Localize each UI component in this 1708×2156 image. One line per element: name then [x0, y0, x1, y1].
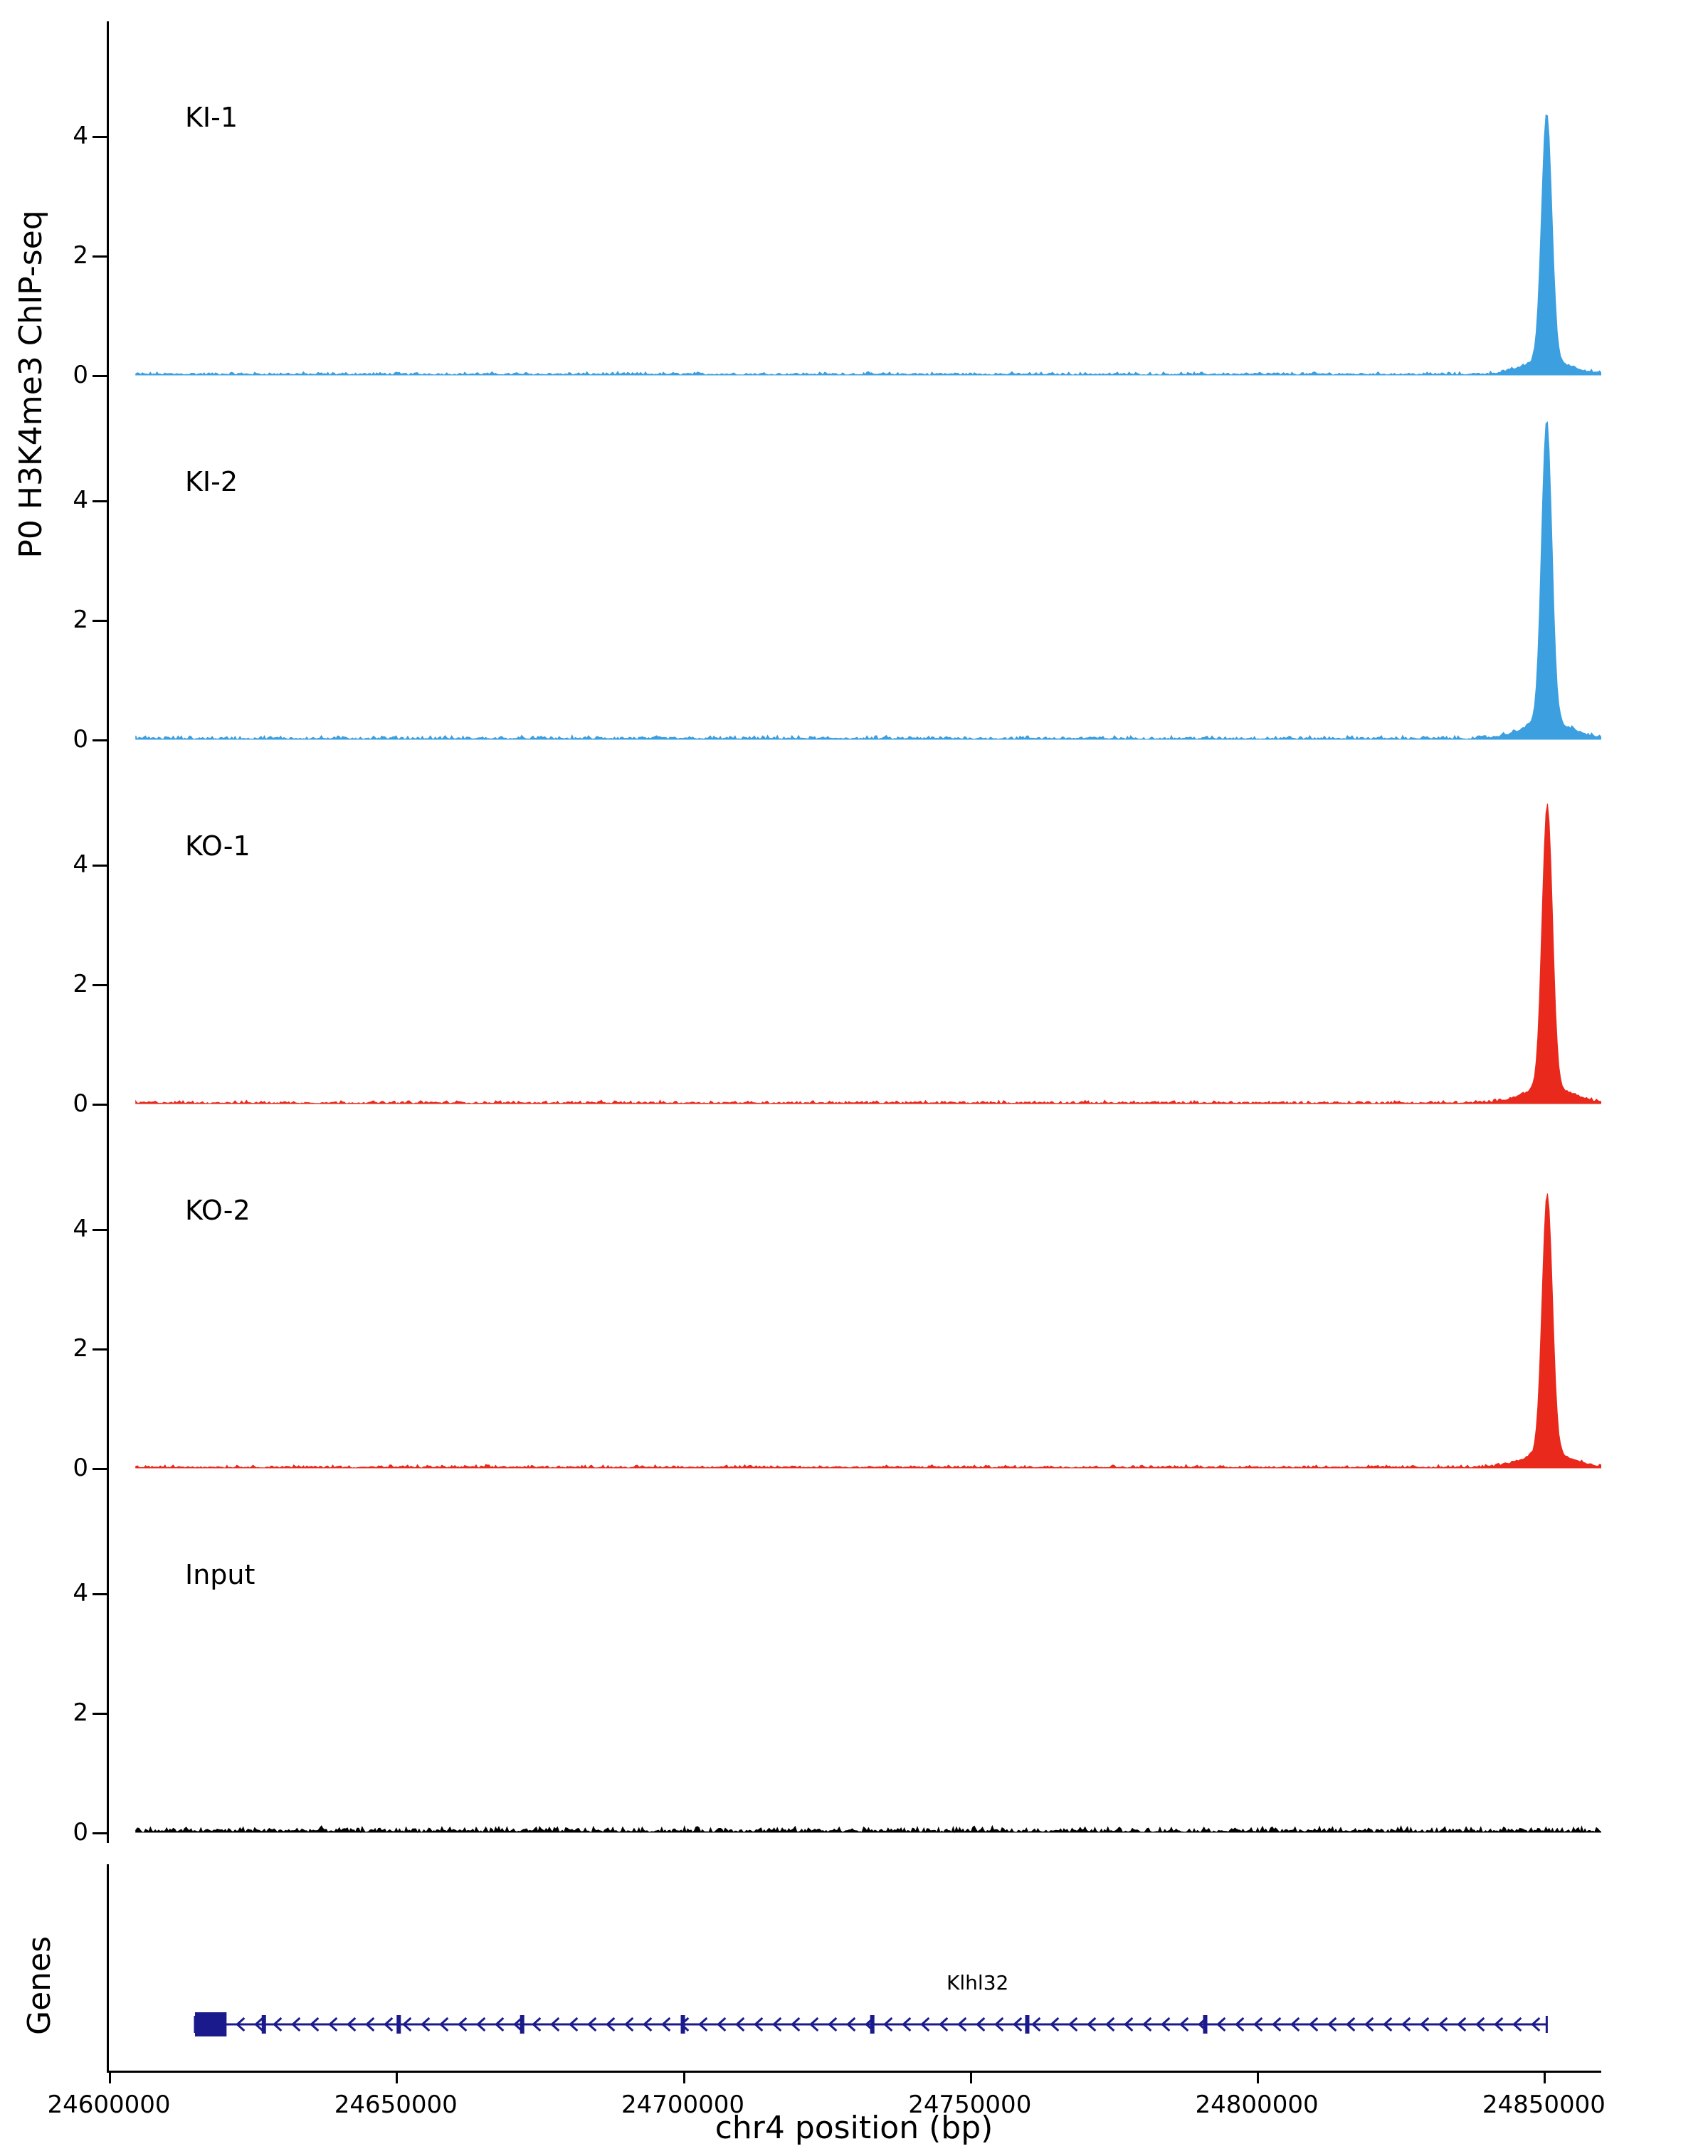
y-tick-label: 0: [73, 1454, 88, 1482]
y-tick-label: 0: [73, 1818, 88, 1846]
track-plot-area: [109, 386, 1601, 750]
x-tick-label: 24600000: [47, 2091, 171, 2119]
y-tick-label: 4: [73, 121, 88, 150]
y-tick-label: 2: [73, 1333, 88, 1363]
y-tick-label: 0: [73, 1089, 88, 1118]
y-tick: [93, 1229, 107, 1231]
y-tick-label: 2: [73, 605, 88, 634]
x-tick-label: 24750000: [908, 2091, 1032, 2119]
track-plot-area: [109, 1479, 1601, 1843]
y-tick-label: 2: [73, 1698, 88, 1727]
y-tick-label: 2: [73, 969, 88, 998]
x-tick-label: 24800000: [1195, 2091, 1319, 2119]
track-name-ki-2: KI-2: [185, 465, 238, 497]
y-tick-label: 4: [73, 850, 88, 879]
y-tick: [93, 1593, 107, 1595]
y-tick: [93, 1468, 107, 1470]
track-plot-area: [109, 21, 1601, 386]
y-axis-label: P0 H3K4me3 ChIP-seq: [13, 210, 49, 559]
track-name-input: Input: [185, 1558, 255, 1590]
signal-graphic-ko-1: [109, 750, 1601, 1114]
x-tick: [1544, 2071, 1546, 2083]
y-tick-label: 4: [73, 1214, 88, 1243]
x-axis-label: chr4 position (bp): [715, 2110, 993, 2146]
track-name-ko-2: KO-2: [185, 1194, 251, 1226]
y-tick: [93, 1104, 107, 1106]
track-plot-area: [109, 1114, 1601, 1479]
y-tick-label: 4: [73, 1578, 88, 1607]
x-tick: [396, 2071, 398, 2083]
x-tick: [683, 2071, 685, 2083]
y-tick-label: 2: [73, 241, 88, 270]
track-panel: [73, 1479, 1601, 1846]
signal-graphic-ko-2: [109, 1114, 1601, 1479]
y-tick: [93, 375, 107, 377]
gene-track-panel: [107, 1864, 1601, 2071]
track-panel: [73, 750, 1601, 1118]
y-tick: [93, 255, 107, 258]
y-tick-label: 4: [73, 485, 88, 514]
track-panel: [73, 1114, 1601, 1482]
y-tick: [93, 1713, 107, 1715]
x-axis-line: [107, 2071, 1601, 2073]
gene-label: Klhl32: [947, 1971, 1009, 1994]
y-tick-label: 0: [73, 725, 88, 754]
y-tick: [93, 984, 107, 986]
x-tick-label: 24850000: [1482, 2091, 1606, 2119]
x-tick-label: 24650000: [334, 2091, 458, 2119]
signal-graphic-ki-2: [109, 386, 1601, 750]
track-name-ki-1: KI-1: [185, 101, 238, 133]
signal-graphic-ki-1: [109, 21, 1601, 386]
genes-track-label: Genes: [21, 1935, 58, 2035]
gene-model-graphic: [109, 1864, 1601, 2071]
y-tick: [93, 739, 107, 741]
x-tick: [1257, 2071, 1259, 2083]
x-tick: [109, 2071, 111, 2083]
track-name-ko-1: KO-1: [185, 830, 251, 862]
y-tick: [93, 1348, 107, 1351]
track-panel: [73, 386, 1601, 754]
y-tick: [93, 136, 107, 138]
signal-graphic-input: [109, 1479, 1601, 1843]
x-tick-label: 24700000: [621, 2091, 745, 2119]
x-tick: [970, 2071, 972, 2083]
y-tick: [93, 1832, 107, 1834]
y-tick: [93, 865, 107, 867]
y-tick: [93, 500, 107, 502]
track-plot-area: [109, 750, 1601, 1114]
y-tick: [93, 620, 107, 622]
track-panel: [73, 21, 1601, 389]
y-tick-label: 0: [73, 361, 88, 389]
